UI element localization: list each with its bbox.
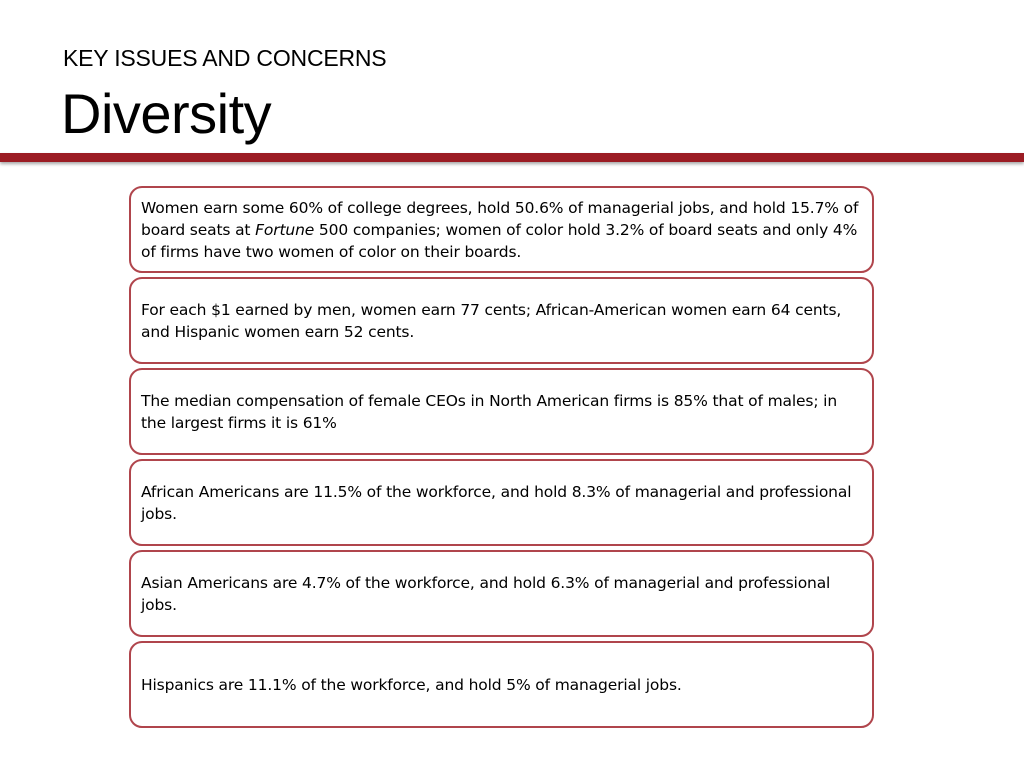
fact-box-pay-gap [129,277,874,364]
fact-text: Hispanics are 11.1% of the workforce, and hold 5% of managerial jobs. [141,675,682,694]
section-subtitle: KEY ISSUES AND CONCERNS [63,45,387,71]
fact-text: Asian Americans are 4.7% of the workforce, and hold 6.3% of managerial and professional jobs. [141,573,831,614]
fact-text: Women earn some 60% of college degrees, hold 50.6% of managerial jobs, and hold 15.7% of board seats at Fortune 500 companies; women of color hold 3.2% of board seats and only 4% of firms have two women of color on their boards. [141,198,859,261]
title-divider [0,153,1024,162]
fact-box-women-degrees [129,186,874,273]
fact-box-asian-americans [129,550,874,637]
fact-box-hispanics [129,641,874,728]
fact-text: African Americans are 11.5% of the workforce, and hold 8.3% of managerial and professional jobs. [141,482,852,523]
fact-text: For each $1 earned by men, women earn 77 cents; African-American women earn 64 cents, and Hispanic women earn 52 cents. [141,300,842,341]
fact-text: The median compensation of female CEOs in North American firms is 85% that of males; in the largest firms it is 61% [141,391,838,432]
fortune-emphasis: Fortune [255,220,315,239]
fact-box-ceo-compensation [129,368,874,455]
fact-box-african-americans [129,459,874,546]
page-title: Diversity [61,82,272,145]
